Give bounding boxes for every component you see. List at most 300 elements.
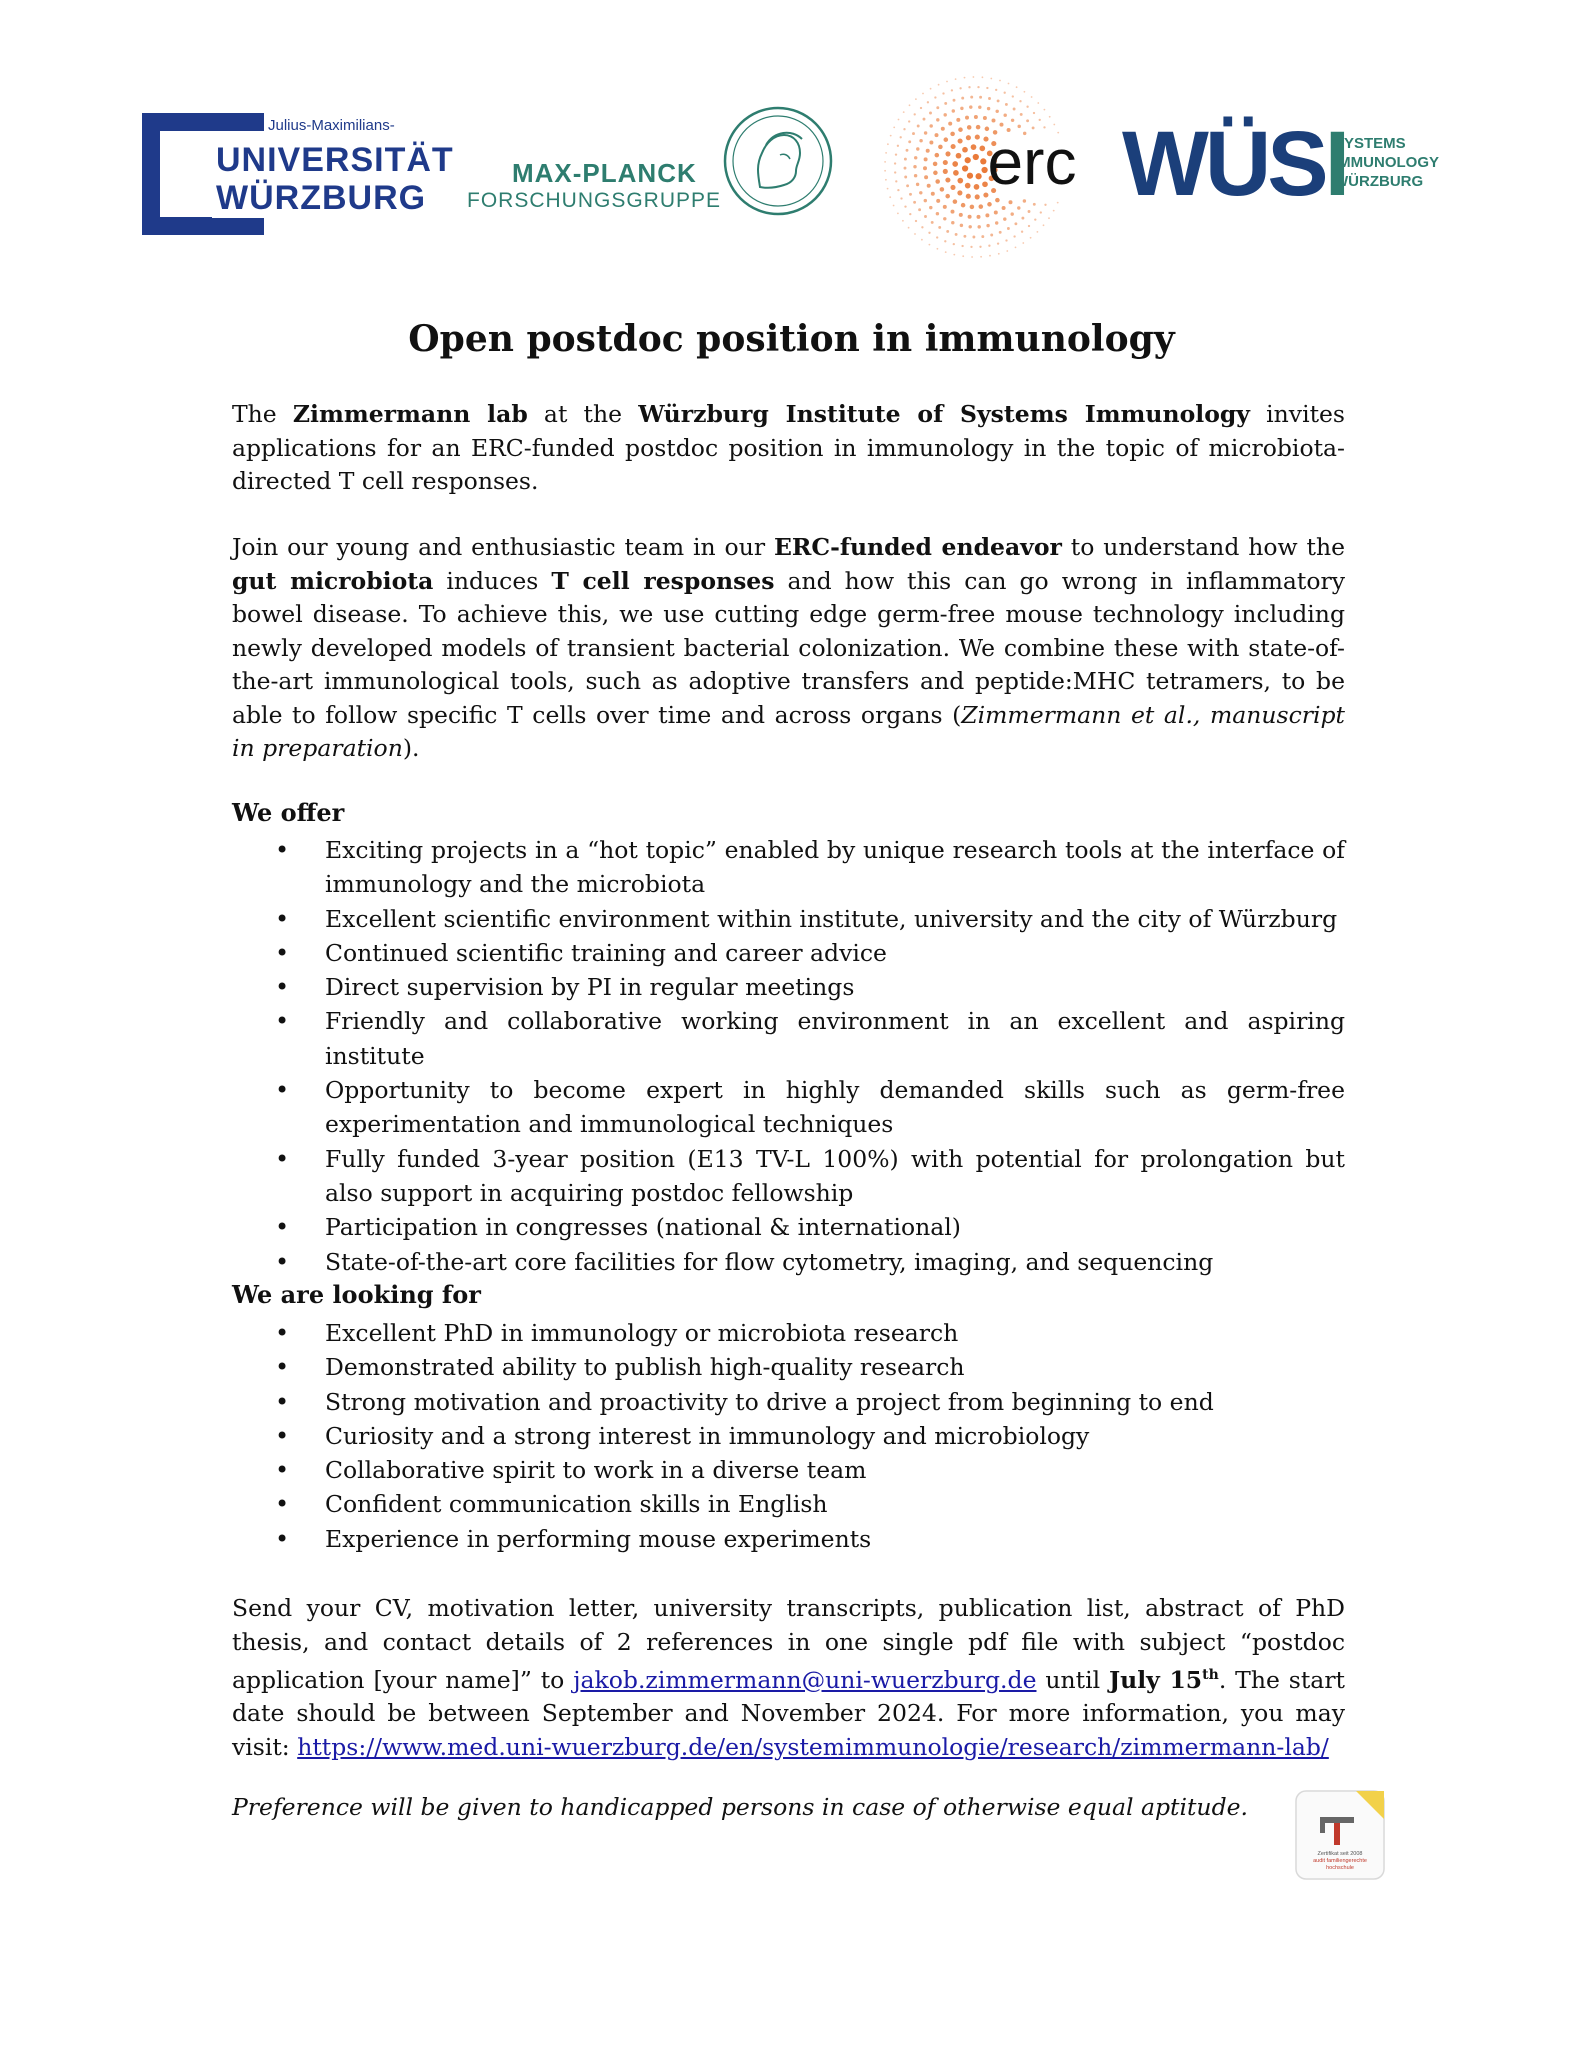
badge-line2: audit familiengerechte: [1313, 1858, 1367, 1864]
looking-list: [232, 1316, 1345, 1556]
erc-dot: [945, 177, 950, 182]
erc-dot: [956, 153, 962, 159]
erc-dot: [978, 105, 981, 108]
erc-dot: [897, 145, 899, 147]
erc-dot: [953, 254, 955, 256]
offer-list: [232, 833, 1345, 1279]
erc-dot: [1021, 217, 1024, 220]
erc-dot: [894, 162, 896, 164]
erc-dot: [914, 233, 916, 235]
erc-dot: [924, 131, 927, 134]
erc-dot: [904, 167, 907, 170]
intro-institute-name: Würzburg Institute of Systems Immunology: [638, 400, 1250, 428]
erc-dot: [982, 76, 984, 78]
erc-dot: [970, 96, 973, 99]
erc-dot: [1010, 212, 1013, 215]
apply-text-3: . The start date should be between September and November 2024. For more information, you may visit:: [232, 1665, 1345, 1761]
badge-line3: hochschule: [1326, 1865, 1354, 1871]
list-item: • Collaborative spirit to work in a diverse team: [232, 1453, 1345, 1487]
mpg-logo-line2: FORSCHUNGSGRUPPE: [467, 189, 722, 212]
list-item: • Strong motivation and proactivity to drive a project from beginning to end: [232, 1385, 1345, 1419]
erc-dot: [999, 231, 1002, 234]
erc-dot: [951, 210, 955, 214]
para2-text-1: Join our young and enthusiastic team in our: [232, 533, 774, 561]
wusi-logo-wordmark: [1122, 113, 1347, 215]
erc-dot: [986, 87, 988, 89]
erc-dot: [962, 255, 964, 257]
erc-dot: [1037, 231, 1039, 233]
erc-dot: [924, 215, 927, 218]
erc-dot: [909, 193, 912, 196]
erc-dot: [917, 125, 920, 128]
erc-dot: [968, 215, 972, 219]
erc-dot: [977, 225, 980, 228]
erc-dot: [936, 236, 938, 238]
list-item: • Demonstrated ability to publish high-quality research: [232, 1350, 1345, 1384]
erc-dot: [959, 87, 961, 89]
erc-dot: [908, 120, 910, 122]
erc-dot: [946, 230, 949, 233]
erc-logo: [880, 72, 1080, 262]
erc-dot: [1017, 206, 1020, 209]
erc-dot: [953, 243, 955, 245]
erc-dot: [1022, 242, 1024, 244]
erc-dot: [943, 169, 948, 174]
erc-dot: [938, 226, 941, 229]
erc-dot: [986, 224, 989, 227]
list-item: • Participation in congresses (national & international): [232, 1210, 1345, 1244]
erc-dot: [1019, 100, 1021, 102]
erc-dot: [937, 248, 939, 250]
apply-text-2: until: [1036, 1665, 1110, 1694]
erc-dot: [933, 171, 938, 176]
erc-dot: [1021, 231, 1023, 233]
erc-dot: [1039, 119, 1041, 121]
erc-dot: [1006, 250, 1008, 252]
erc-dot: [923, 118, 926, 121]
erc-dot: [1015, 247, 1017, 249]
erc-dot: [976, 125, 981, 130]
erc-dot: [957, 178, 963, 184]
erc-dot: [988, 97, 991, 100]
erc-dot: [953, 99, 956, 102]
list-item: • State-of-the-art core facilities for flow cytometry, imaging, and sequencing: [232, 1245, 1345, 1279]
erc-dot: [900, 197, 902, 199]
erc-dot: [944, 102, 947, 105]
erc-dot: [913, 201, 916, 204]
universitaet-wuerzburg-logo: [142, 113, 454, 238]
erc-dot: [995, 89, 997, 91]
erc-dot: [988, 245, 990, 247]
erc-dots-icon: [880, 72, 1080, 262]
apply-text-1: Send your CV, motivation letter, university transcripts, publication list, abstract of PhD thesis, and contact details of 2 references in one single pdf file with subject “postdoc application [your name]” to: [232, 1594, 1345, 1694]
erc-dot: [945, 151, 950, 156]
erc-dot: [933, 162, 938, 167]
para2-text-5: ).: [402, 734, 420, 762]
family-audit-certificate-icon: [1290, 1785, 1390, 1885]
erc-dot: [961, 97, 964, 100]
erc-dot: [971, 256, 973, 258]
erc-dot: [897, 189, 899, 191]
erc-dot: [973, 76, 975, 78]
erc-dot: [977, 215, 981, 219]
erc-dot: [987, 107, 990, 110]
erc-dot: [931, 192, 935, 196]
erc-dot: [915, 220, 917, 222]
erc-dot: [1033, 112, 1035, 114]
erc-dot: [1020, 113, 1023, 116]
erc-dot: [914, 174, 917, 177]
erc-dot: [961, 203, 966, 208]
wusi-side-line1: SYSTEMS: [1334, 135, 1406, 152]
intro-text-2: at the: [527, 400, 639, 428]
erc-dot: [920, 107, 922, 109]
erc-logo-text: erc: [987, 126, 1077, 198]
email-link[interactable]: jakob.zimmermann@uni-wuerzburg.de: [573, 1665, 1037, 1694]
erc-dot: [955, 78, 957, 80]
erc-dot: [902, 220, 904, 222]
list-item: • Opportunity to become expert in highly demanded skills such as germ-free experimentation and immunological techniques: [232, 1073, 1345, 1142]
list-item: • Experience in performing mouse experiments: [232, 1522, 1345, 1556]
looking-heading: We are looking for: [232, 1280, 481, 1309]
erc-dot: [904, 158, 907, 161]
erc-dot: [969, 105, 972, 108]
wusi-side-line2: IMMUNOLOGY: [1334, 154, 1439, 171]
erc-dot: [965, 183, 971, 189]
erc-dot: [985, 213, 989, 217]
erc-dot: [942, 92, 944, 94]
erc-dot: [1011, 119, 1014, 122]
erc-dot: [974, 184, 980, 190]
erc-dot: [979, 246, 981, 248]
erc-dot: [1005, 239, 1007, 241]
erc-dot: [992, 119, 996, 123]
erc-dot: [885, 179, 887, 181]
para2-bold-1: ERC-funded endeavor: [773, 533, 1062, 561]
erc-dot: [979, 146, 985, 152]
erc-dot: [973, 154, 979, 160]
erc-dot: [974, 115, 978, 119]
erc-dot: [965, 157, 971, 163]
erc-dot: [936, 118, 939, 121]
erc-dot: [956, 118, 960, 122]
erc-dot: [964, 77, 966, 79]
erc-dot: [995, 198, 1000, 203]
erc-dot: [1049, 116, 1051, 118]
erc-dot: [943, 205, 947, 209]
erc-dot: [1040, 211, 1042, 213]
erc-dot: [897, 213, 899, 215]
para2-bold-2: gut microbiota: [232, 566, 434, 595]
offer-heading: We offer: [232, 798, 345, 827]
erc-dot: [1031, 96, 1033, 98]
erc-dot: [970, 205, 975, 210]
intro-text-3: invites applications for an ERC-funded postdoc position in immunology in the topic of microbiota-directed T cell responses.: [232, 400, 1345, 495]
max-planck-logo: [467, 105, 837, 225]
erc-dot: [938, 84, 940, 86]
erc-dot: [884, 170, 886, 172]
erc-dot: [930, 88, 932, 90]
erc-dot: [1034, 218, 1036, 220]
erc-dot: [950, 132, 955, 137]
erc-dot: [904, 205, 906, 207]
erc-dot: [959, 213, 963, 217]
erc-dot: [963, 235, 966, 238]
list-item: • Friendly and collaborative working environment in an excellent and aspiring institute: [232, 1004, 1345, 1073]
erc-dot: [951, 89, 953, 91]
erc-dot: [970, 246, 972, 248]
list-item: • Curiosity and a strong interest in immunology and microbiology: [232, 1419, 1345, 1453]
uni-logo-subline: Julius-Maximilians-: [268, 117, 395, 134]
erc-dot: [914, 156, 917, 159]
list-item: • Direct supervision by PI in regular meetings: [232, 970, 1345, 1004]
erc-dot: [958, 127, 963, 132]
erc-dot: [923, 166, 927, 170]
erc-dot: [987, 202, 992, 207]
erc-dot: [1044, 204, 1046, 206]
para2-bold-3: T cell responses: [551, 566, 775, 595]
page-title: Open postdoc position in immunology: [408, 318, 1175, 360]
erc-dot: [977, 86, 979, 88]
erc-dot: [981, 235, 984, 238]
erc-dot: [893, 127, 895, 129]
erc-dot: [929, 124, 932, 127]
erc-dot: [990, 234, 993, 237]
erc-dot: [913, 165, 916, 168]
erc-dot: [943, 217, 946, 220]
erc-dot: [919, 191, 922, 194]
erc-dot: [989, 255, 991, 257]
list-item: • Exciting projects in a “hot topic” enabled by unique research tools at the interface of immunology and the microbiota: [232, 833, 1345, 902]
wusi-logo-main: WÜS: [1122, 113, 1325, 215]
erc-dot: [921, 239, 923, 241]
erc-dot: [914, 113, 916, 115]
erc-dot: [975, 173, 981, 179]
wusi-logo: [1122, 113, 1482, 218]
erc-dot: [931, 221, 934, 224]
erc-dot: [1028, 210, 1031, 213]
erc-dot: [945, 194, 950, 199]
erc-dot: [924, 157, 928, 161]
erc-dot: [960, 224, 963, 227]
erc-dot: [915, 98, 917, 100]
erc-dot: [953, 199, 958, 204]
erc-dot: [890, 135, 892, 137]
erc-dot: [908, 140, 911, 143]
erc-dot: [898, 119, 900, 121]
erc-dot: [884, 161, 886, 163]
erc-dot: [995, 110, 998, 113]
erc-dot: [1016, 86, 1018, 88]
erc-dot: [950, 185, 955, 190]
closing-note: Preference will be given to handicapped persons in case of otherwise equal aptitude.: [232, 1793, 1248, 1821]
erc-dot: [1013, 108, 1016, 111]
erc-dot: [944, 240, 946, 242]
wusi-logo-side: [1334, 134, 1439, 191]
erc-dot: [955, 233, 958, 236]
erc-dot: [1023, 199, 1026, 202]
erc-dot: [943, 113, 946, 116]
erc-dot: [887, 188, 889, 190]
erc-dot: [924, 199, 927, 202]
erc-dot: [934, 96, 936, 98]
erc-dot: [1003, 217, 1006, 220]
erc-dot: [906, 184, 909, 187]
intro-paragraph: [232, 398, 1345, 499]
erc-dot: [957, 190, 962, 195]
erc-dot: [904, 176, 907, 179]
deadline-date-main: July 15: [1109, 1665, 1203, 1694]
deadline-date: [1109, 1666, 1219, 1694]
erc-dot: [908, 227, 910, 229]
erc-dot: [1008, 83, 1010, 85]
erc-dot: [1014, 222, 1017, 225]
erc-dot: [966, 135, 971, 140]
erc-dot: [943, 160, 948, 165]
erc-dot: [1044, 109, 1046, 111]
erc-dot: [997, 242, 999, 244]
erc-dot: [927, 184, 931, 188]
erc-dot: [999, 80, 1001, 82]
erc-dot: [946, 81, 948, 83]
erc-dot: [916, 147, 919, 150]
erc-dot: [887, 143, 889, 145]
erc-dot: [1002, 206, 1006, 210]
research-paragraph: [232, 531, 1345, 766]
erc-dot: [938, 145, 943, 150]
erc-dot: [935, 133, 939, 137]
erc-dot: [971, 144, 977, 150]
erc-dot: [1003, 113, 1006, 116]
erc-dot: [953, 170, 959, 176]
erc-dot: [929, 112, 932, 115]
list-item: • Excellent PhD in immunology or microbiota research: [232, 1316, 1345, 1350]
para2-text-3: induces: [433, 566, 552, 595]
erc-dot: [979, 204, 984, 209]
erc-dot: [962, 147, 968, 153]
erc-dot: [980, 158, 986, 164]
erc-dot: [994, 211, 998, 215]
badge-line1: Zertifikat seit 2008: [1317, 1851, 1363, 1857]
erc-dot: [935, 179, 940, 184]
erc-dot: [961, 245, 963, 247]
erc-dot: [885, 152, 887, 154]
erc-dot: [940, 187, 945, 192]
erc-dot: [918, 208, 921, 211]
lab-website-link[interactable]: https://www.med.uni-wuerzburg.de/en/systemimmunologie/research/zimmermann-lab/: [297, 1732, 1329, 1761]
erc-dot: [1007, 227, 1010, 230]
erc-dot: [1057, 202, 1059, 204]
erc-dot: [928, 232, 930, 234]
erc-dot: [903, 111, 905, 113]
erc-dot: [995, 221, 998, 224]
list-item: • Fully funded 3-year position (E13 TV-L 100%) with potential for prolongation but also support in acquiring postdoc fellowship: [232, 1142, 1345, 1211]
application-paragraph: [232, 1592, 1345, 1764]
erc-dot: [909, 213, 911, 215]
intro-lab-name: Zimmermann lab: [292, 400, 528, 428]
erc-dot: [936, 212, 939, 215]
erc-dot: [922, 93, 924, 95]
erc-dot: [924, 175, 928, 179]
erc-dot: [893, 205, 895, 207]
uni-logo-line2: WÜRZBURG: [212, 179, 426, 218]
erc-dot: [967, 173, 973, 179]
erc-dot: [1028, 225, 1030, 227]
erc-dot: [927, 101, 929, 103]
erc-dot: [983, 116, 987, 120]
erc-dot: [921, 226, 923, 228]
erc-dot: [929, 141, 933, 145]
wusi-logo-accent: I: [1324, 113, 1347, 215]
erc-dot: [929, 206, 932, 209]
erc-dot: [952, 161, 958, 167]
erc-dot: [941, 127, 945, 131]
erc-dot: [909, 104, 911, 106]
erc-dot: [972, 236, 975, 239]
para2-citation: Zimmermann et al., manuscript in preparation: [232, 700, 1345, 762]
erc-dot: [1026, 106, 1028, 108]
erc-dot: [935, 153, 940, 158]
para2-text-4: and how this can go wrong in inflammatory bowel disease. To achieve this, we use cutting edge germ-free mouse technology including newly developed models of transient bacterial colonization. We combine these with state-of-the-art immunological tools, such as adoptive transfers and peptide:MHC tetramers, to be able to follow specific T cells over time and across organs (: [232, 566, 1346, 729]
erc-dot: [967, 125, 972, 130]
list-item: • Continued scientific training and career advice: [232, 936, 1345, 970]
erc-dot: [962, 165, 968, 171]
erc-dot: [948, 122, 952, 126]
erc-dot: [1033, 203, 1036, 206]
erc-dot: [1053, 210, 1055, 212]
erc-dot: [990, 78, 992, 80]
list-item: • Excellent scientific environment within institute, university and the city of Würzburg: [232, 902, 1345, 936]
erc-dot: [894, 171, 896, 173]
deadline-date-suffix: th: [1202, 1667, 1219, 1683]
erc-dot: [968, 86, 970, 88]
erc-dot: [936, 199, 940, 203]
erc-dot: [1030, 237, 1032, 239]
minerva-seal-icon: [722, 105, 834, 217]
erc-dot: [998, 253, 1000, 255]
erc-dot: [926, 149, 930, 153]
erc-dot: [916, 183, 919, 186]
erc-dot: [889, 196, 891, 198]
erc-dot: [980, 256, 982, 258]
erc-dot: [936, 106, 939, 109]
wusi-side-line3: WÜRZBURG: [1334, 173, 1424, 190]
erc-dot: [958, 138, 963, 143]
list-item: • Confident communication skills in English: [232, 1487, 1345, 1521]
erc-dot: [903, 128, 905, 130]
erc-dot: [895, 153, 897, 155]
erc-dot: [912, 132, 915, 135]
erc-dot: [1026, 119, 1029, 122]
erc-dot: [960, 107, 963, 110]
erc-dot: [1012, 95, 1014, 97]
erc-dot: [975, 135, 980, 140]
erc-dot: [1005, 103, 1008, 106]
erc-dot: [997, 99, 1000, 102]
erc-dot: [979, 96, 982, 99]
erc-dot: [1013, 235, 1015, 237]
para2-text-2: to understand how the: [1061, 533, 1345, 561]
erc-dot: [965, 116, 969, 120]
erc-dot: [944, 137, 949, 142]
erc-dot: [919, 139, 922, 142]
erc-dot: [1043, 224, 1045, 226]
uni-logo-line1: UNIVERSITÄT: [212, 141, 454, 180]
erc-dot: [900, 136, 902, 138]
erc-dot: [968, 225, 971, 228]
erc-dot: [951, 144, 956, 149]
erc-dot: [895, 180, 897, 182]
